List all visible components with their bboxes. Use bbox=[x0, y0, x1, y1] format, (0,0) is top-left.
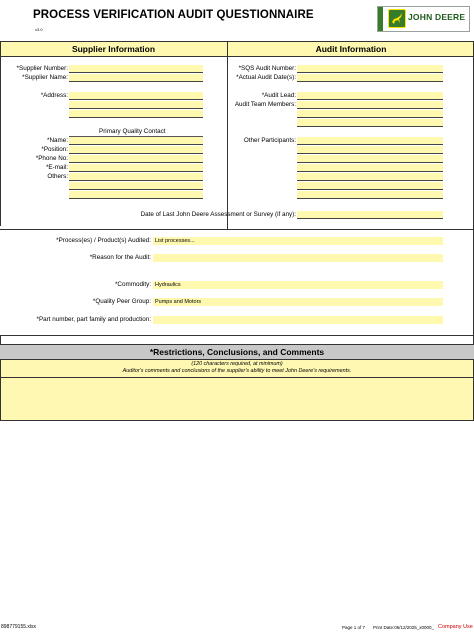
comment-bottom-border bbox=[0, 420, 474, 421]
part-number-label: *Part number, part family and production: bbox=[36, 316, 151, 323]
participants-field-line-6[interactable] bbox=[297, 182, 443, 190]
position-field[interactable] bbox=[69, 146, 203, 154]
logo-text: JOHN DEERE bbox=[408, 12, 466, 22]
phone-label: *Phone No: bbox=[35, 155, 68, 162]
others-field-line-1[interactable] bbox=[69, 173, 203, 181]
address-field-line-1[interactable] bbox=[69, 92, 203, 100]
sqs-audit-number-field[interactable] bbox=[297, 65, 443, 73]
audit-lead-label: *Audit Lead: bbox=[261, 92, 296, 99]
others-field-line-2[interactable] bbox=[69, 182, 203, 190]
footer-print-date: Print Date:06/12/2025_x0000_ bbox=[373, 625, 435, 630]
comments-textarea[interactable] bbox=[1, 378, 473, 420]
audit-team-field-line-2[interactable] bbox=[297, 110, 443, 118]
last-assessment-label: Date of Last John Deere Assessment or Survey (if any): bbox=[140, 211, 296, 218]
deer-icon bbox=[388, 9, 406, 28]
last-assessment-date-field[interactable] bbox=[297, 211, 443, 219]
section-divider bbox=[0, 229, 474, 230]
audit-date-label: *Actual Audit Date(s): bbox=[236, 74, 296, 81]
audit-team-field-line-1[interactable] bbox=[297, 101, 443, 109]
footer-page-number: Page 1 of 7 bbox=[342, 625, 366, 630]
address-label: *Address: bbox=[40, 92, 68, 99]
footer-company-use: Company Use bbox=[438, 624, 473, 630]
reason-field[interactable] bbox=[153, 254, 443, 262]
logo-stripe bbox=[378, 7, 383, 31]
audit-info-heading: Audit Information bbox=[228, 42, 474, 56]
participants-field-line-5[interactable] bbox=[297, 173, 443, 181]
address-field-line-2[interactable] bbox=[69, 101, 203, 109]
participants-field-line-3[interactable] bbox=[297, 155, 443, 163]
email-field[interactable] bbox=[69, 164, 203, 172]
footer-filename: 898779155.xlsx bbox=[1, 624, 37, 630]
commodity-label: *Commodity: bbox=[114, 281, 151, 288]
supplier-number-label: *Supplier Number: bbox=[16, 65, 68, 72]
supplier-name-label: *Supplier Name: bbox=[22, 74, 68, 81]
primary-quality-contact-heading: Primary Quality Contact bbox=[99, 128, 166, 135]
audit-team-field-line-3[interactable] bbox=[297, 119, 443, 127]
phone-field[interactable] bbox=[69, 155, 203, 163]
peer-group-label: *Quality Peer Group: bbox=[92, 298, 151, 305]
other-participants-label: Other Participants: bbox=[243, 137, 296, 144]
participants-field-line-2[interactable] bbox=[297, 146, 443, 154]
contact-name-label: *Name: bbox=[47, 137, 68, 144]
left-border bbox=[0, 41, 1, 226]
others-field-line-3[interactable] bbox=[69, 191, 203, 199]
participants-field-line-7[interactable] bbox=[297, 191, 443, 199]
supplier-info-heading: Supplier Information bbox=[0, 42, 227, 56]
part-number-field[interactable] bbox=[153, 316, 443, 324]
restrictions-heading: *Restrictions, Conclusions, and Comments bbox=[0, 345, 474, 359]
heading-bottom-border bbox=[0, 56, 474, 57]
email-label: *E-mail: bbox=[45, 164, 68, 171]
others-label: Others: bbox=[47, 173, 68, 180]
audit-date-field[interactable] bbox=[297, 74, 443, 82]
participants-field-line-1[interactable] bbox=[297, 137, 443, 145]
audit-lead-field[interactable] bbox=[297, 92, 443, 100]
reason-label: *Reason for the Audit: bbox=[89, 254, 151, 261]
audit-team-label: Audit Team Members: bbox=[234, 101, 296, 108]
address-field-line-3[interactable] bbox=[69, 110, 203, 118]
restrictions-note-1: (120 characters required, at minimum) bbox=[191, 361, 283, 367]
sqs-audit-number-label: *SQS Audit Number: bbox=[238, 65, 296, 72]
supplier-name-field[interactable] bbox=[69, 74, 203, 82]
page-title: PROCESS VERIFICATION AUDIT QUESTIONNAIRE bbox=[33, 9, 314, 21]
processes-field[interactable]: List processes... bbox=[153, 237, 443, 245]
participants-field-line-4[interactable] bbox=[297, 164, 443, 172]
restrictions-note-2: Auditor's comments and conclusions of the supplier's ability to meet John Deere's requirements. bbox=[122, 368, 352, 374]
peer-group-field[interactable]: Pumps and Motors bbox=[153, 298, 443, 306]
supplier-number-field[interactable] bbox=[69, 65, 203, 73]
column-divider bbox=[227, 41, 228, 229]
version-label: v3.0 bbox=[35, 27, 43, 32]
restrictions-top-border bbox=[0, 335, 474, 336]
processes-label: *Process(es) / Product(s) Audited: bbox=[56, 237, 151, 244]
contact-name-field[interactable] bbox=[69, 137, 203, 145]
commodity-field[interactable]: Hydraulics bbox=[153, 281, 443, 289]
position-label: *Position: bbox=[41, 146, 68, 153]
